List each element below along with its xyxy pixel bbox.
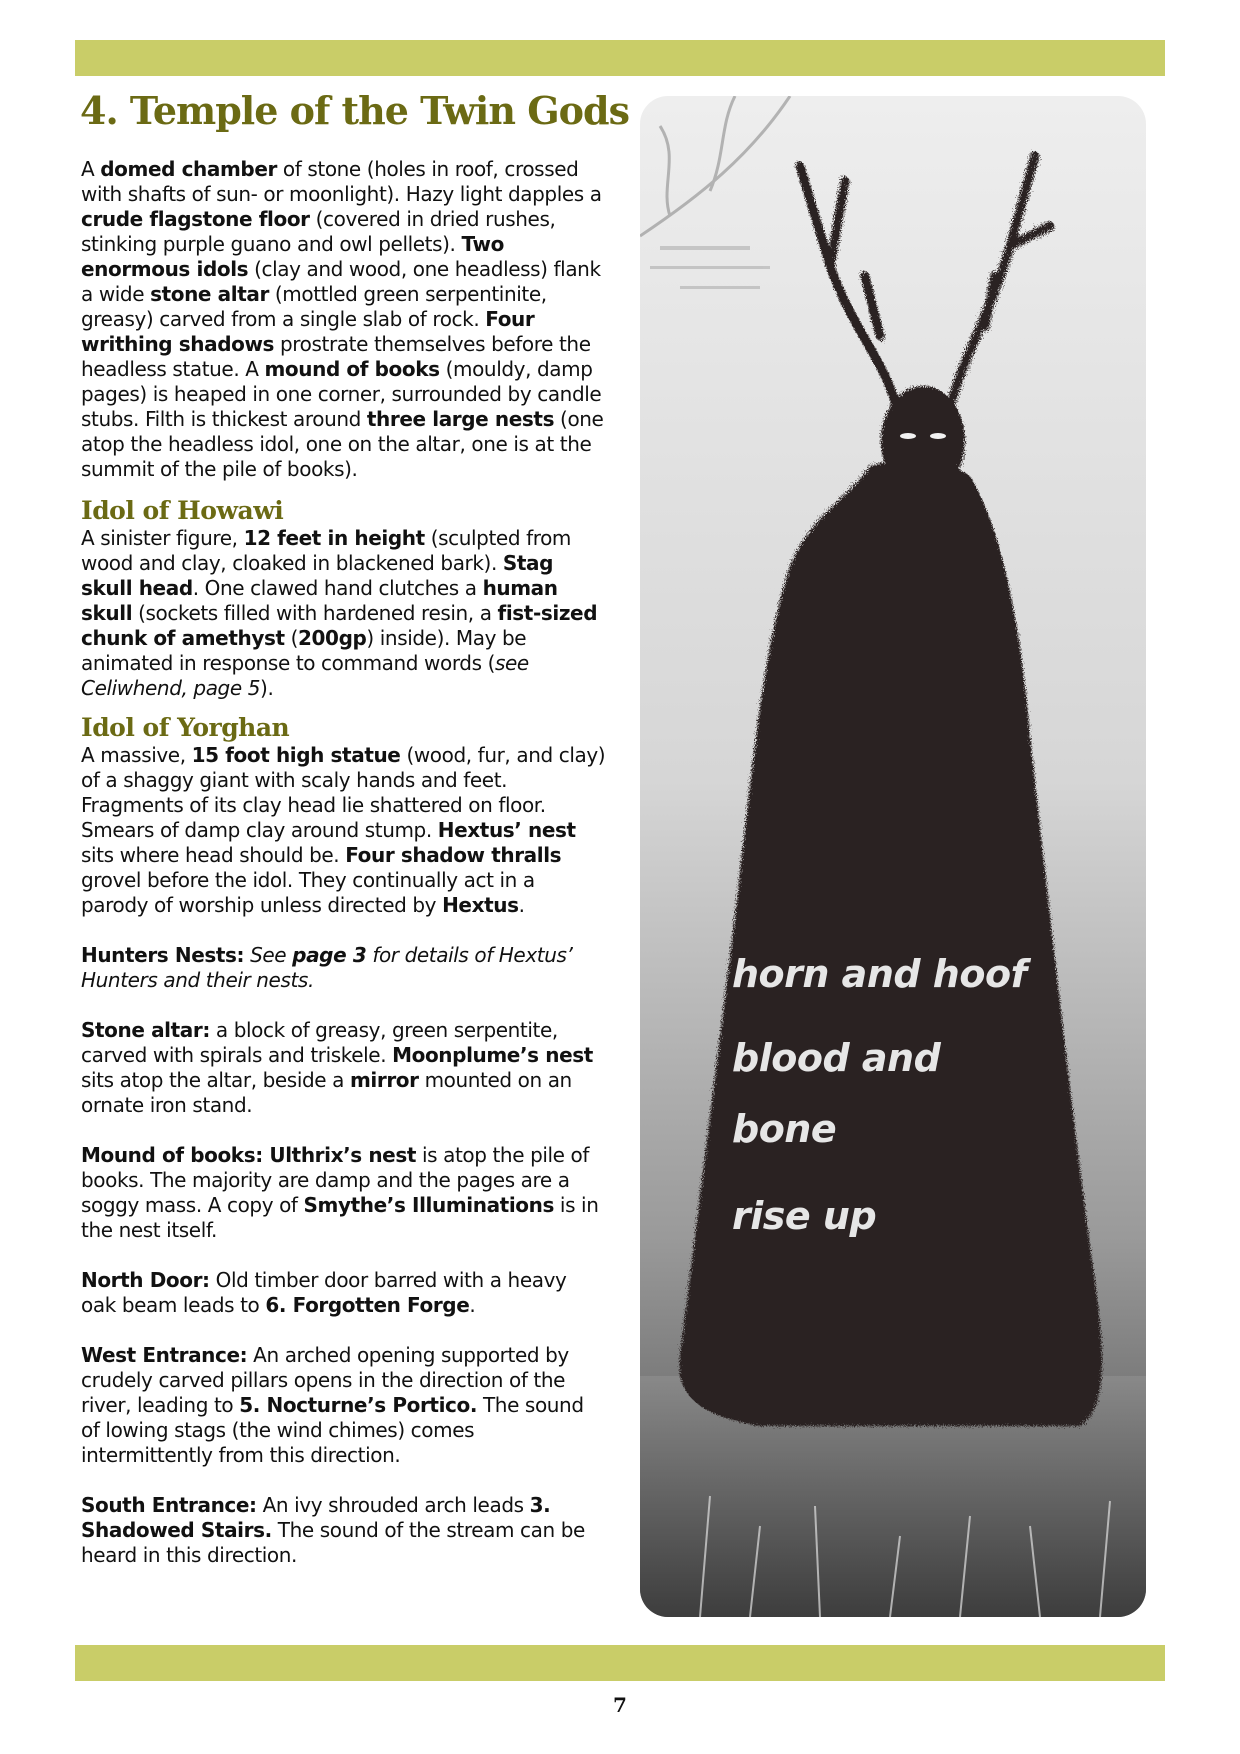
page-title: 4. Temple of the Twin Gods — [80, 88, 629, 133]
horned-figure-illustration — [640, 96, 1146, 1617]
idol-howawi-heading: Idol of Howawi — [81, 496, 284, 525]
stone-altar-entry: Stone altar: a block of greasy, green serpentite, carved with spirals and triskele. Moonplume’s nest sits atop the altar, beside a mirror mounted on an ornate iron stand. — [81, 1018, 593, 1117]
room-description-column — [81, 157, 606, 1568]
intro-paragraph: A domed chamber of stone (holes in roof, crossed with shafts of sun- or moonlight). Hazy light dapples a crude flagstone floor (covered in dried rushes, stinking purple guano and owl pellets). Two enormous idols (clay and wood, one headless) flank a wide stone altar (mottled green serpentinite, greasy) carved from a single slab of rock. Four writhing shadows prostrate themselves before the headless statue. A mound of books (mouldy, damp pages) is heaped in one corner, surrounded by candle stubs. Filth is thickest around three large nests (one atop the headless idol, one on the altar, one is at the summit of the pile of books). — [81, 157, 604, 481]
idol-howawi-paragraph: A sinister figure, 12 feet in height (sculpted from wood and clay, cloaked in blackened bark). Stag skull head. One clawed hand clutches a human skull (sockets filled with hardened resin, a fist-sized chunk of amethyst (200gp) inside). May be animated in response to command words (see Celiwhend, page 5). — [81, 526, 598, 700]
poem-line-1: horn and hoof — [732, 952, 1027, 996]
footer-band — [75, 1645, 1165, 1681]
poem-line-3: bone — [732, 1107, 837, 1151]
south-entrance-entry: South Entrance: An ivy shrouded arch leads 3. Shadowed Stairs. The sound of the stream can be heard in this direction. — [81, 1493, 585, 1567]
idol-yorghan-heading: Idol of Yorghan — [81, 713, 290, 742]
poem-line-2: blood and — [732, 1036, 941, 1080]
west-entrance-entry: West Entrance: An arched opening supported by crudely carved pillars opens in the direction of the river, leading to 5. Nocturne’s Portico. The sound of lowing stags (the wind chimes) comes intermittently from this direction. — [81, 1343, 584, 1467]
illustration-artwork — [640, 96, 1146, 1617]
poem-line-4: rise up — [732, 1194, 877, 1238]
mound-of-books-entry: Mound of books: Ulthrix’s nest is atop the pile of books. The majority are damp and the pages are a soggy mass. A copy of Smythe’s Illuminations is in the nest itself. — [81, 1143, 599, 1242]
idol-yorghan-paragraph: A massive, 15 foot high statue (wood, fur, and clay) of a shaggy giant with scaly hands and feet. Fragments of its clay head lie shattered on floor. Smears of damp clay around stump. Hextus’ nest sits where head should be. Four shadow thralls grovel before the idol. They continually act in a parody of worship unless directed by Hextus. — [81, 743, 606, 917]
page-number: 7 — [613, 1693, 627, 1717]
header-band — [75, 40, 1165, 76]
north-door-entry: North Door: Old timber door barred with a heavy oak beam leads to 6. Forgotten Forge. — [81, 1268, 567, 1317]
hunters-nests-entry: Hunters Nests: See page 3 for details of Hextus’ Hunters and their nests. — [81, 943, 573, 992]
